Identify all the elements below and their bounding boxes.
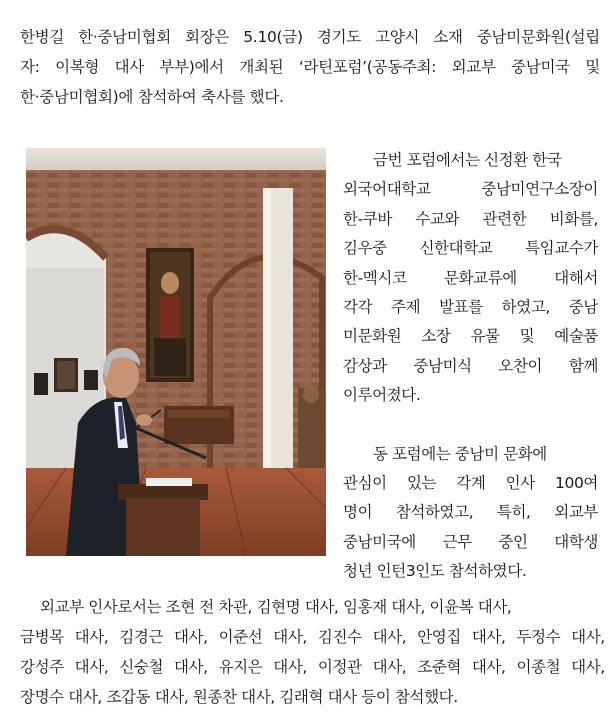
forum-line: 각각 주제 발표를 하였고, 중남 [343,298,598,317]
forum-line: 김우중 신한대학교 특임교수가 [343,239,598,258]
attendees-paragraph [20,592,605,712]
forum-line: 이루어졌다. [343,386,421,405]
forum-line: 중남미국에 근무 중인 대학생 [343,532,598,551]
forum-line: 명이 참석하였고, 특히, 외교부 [343,503,598,522]
forum-line: 한-멕시코 문화교류에 대해서 [343,268,598,287]
event-photo [26,148,326,556]
attendees-line: 장명수 대사, 조갑동 대사, 원종찬 대사, 김래혁 대사 등이 참석했다. [20,688,458,706]
attendees-line: 금병목 대사, 김경근 대사, 이준선 대사, 김진수 대사, 안영집 대사, 두정수 대사, [20,628,605,646]
forum-line: 미문화원 소장 유물 및 예술품 [343,327,598,346]
forum-line: 관심이 있는 각계 인사 100여 [343,474,598,493]
forum-description [343,146,598,587]
forum-line: 금번 포럼에서는 신정환 한국 [373,151,562,169]
attendees-line: 외교부 인사로서는 조현 전 차관, 김현명 대사, 임홍재 대사, 이윤복 대사, [40,598,512,616]
intro-line: 한병길 한·중남미협회 회장은 5.10(금) 경기도 고양시 소재 중남미문화원(설립 [20,28,600,46]
intro-line: 자: 이복형 대사 부부)에서 개최된 ‘라틴포럼’(공동주최: 외교부 중남미국 및 [20,58,600,76]
forum-line: 청년 인턴3인도 참석하였다. [343,562,527,581]
forum-line: 동 포럼에는 중남미 문화에 [373,444,547,463]
attendees-line: 강성주 대사, 신숭철 대사, 유지은 대사, 이정관 대사, 조준혁 대사, 이종철 대사, [20,658,605,676]
intro-paragraph [20,22,600,112]
forum-line: 감상과 중남미식 오찬이 함께 [343,356,598,375]
forum-line: 한-쿠바 수교와 관련한 비화를, [343,209,598,228]
forum-line: 외국어대학교 중남미연구소장이 [343,180,598,199]
intro-line: 한·중남미협회)에 참석하여 축사를 했다. [20,88,284,106]
